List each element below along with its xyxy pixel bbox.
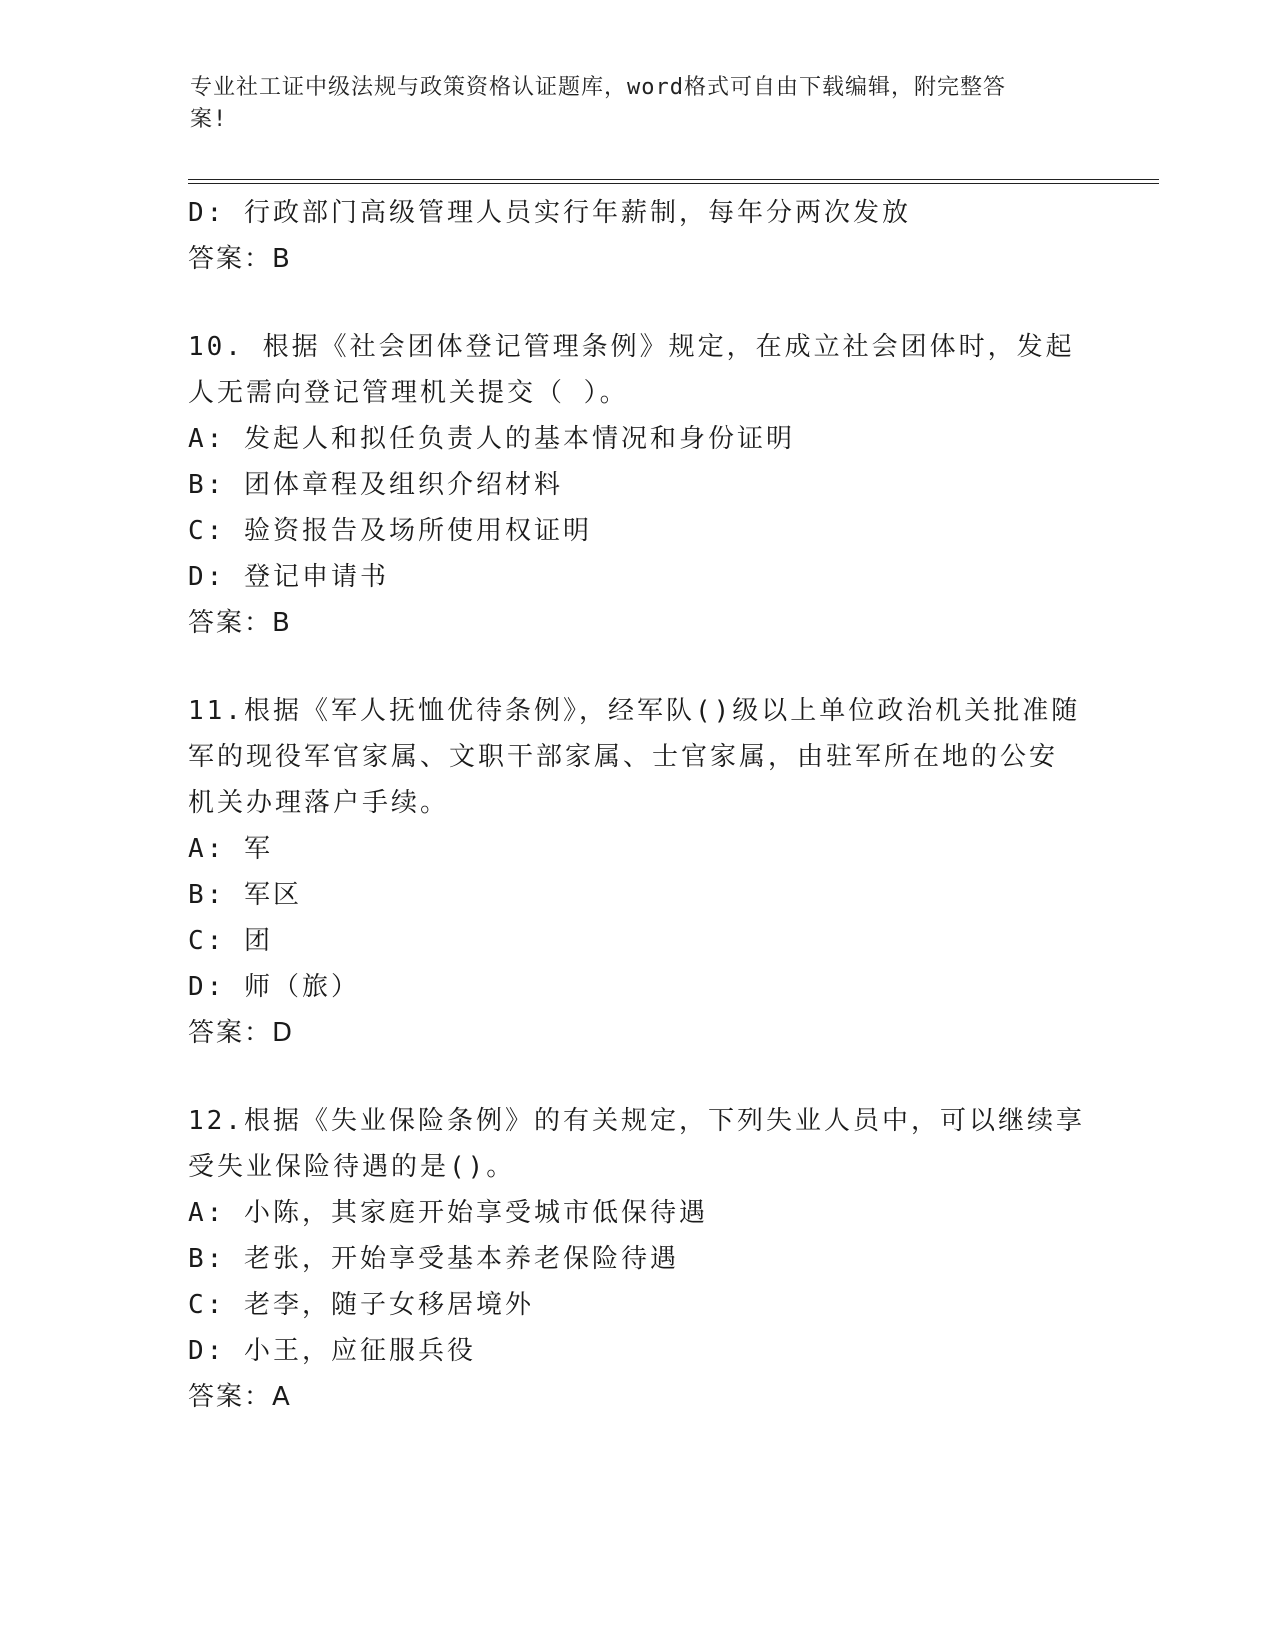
question-text-line: 11.根据《军人抚恤优待条例》，经军队()级以上单位政治机关批准随: [188, 696, 1081, 726]
option-b: B: 军区: [188, 880, 302, 910]
header-title-line-1: 专业社工证中级法规与政策资格认证题库，word格式可自由下载编辑，附完整答: [190, 75, 1006, 100]
question-text-line: 军的现役军官家属、文职干部家属、士官家属，由驻军所在地的公安: [188, 742, 1059, 772]
question-text-line: 人无需向登记管理机关提交（ ）。: [188, 378, 629, 408]
question-text-line: 12.根据《失业保险条例》的有关规定，下列失业人员中，可以继续享: [188, 1106, 1085, 1136]
question-11: [188, 688, 1088, 1056]
option-c: C: 验资报告及场所使用权证明: [188, 516, 592, 546]
document-body: [188, 190, 1088, 1420]
question-10: [188, 324, 1088, 646]
answer-line: 答案：A: [188, 1382, 292, 1412]
option-d: D: 师（旅）: [188, 972, 360, 1002]
option-c: C: 团: [188, 926, 273, 956]
header-title-line-2: 案!: [190, 107, 228, 132]
option-d: D: 行政部门高级管理人员实行年薪制，每年分两次发放: [188, 198, 911, 228]
option-c: C: 老李，随子女移居境外: [188, 1290, 534, 1320]
answer-line: 答案：D: [188, 1018, 295, 1048]
answer-line: 答案：B: [188, 244, 292, 274]
question-text-line: 机关办理落户手续。: [188, 788, 450, 818]
previous-question-tail: [188, 190, 1088, 282]
option-a: A: 小陈，其家庭开始享受城市低保待遇: [188, 1198, 708, 1228]
header-double-rule: [188, 179, 1159, 184]
option-d: D: 小王，应征服兵役: [188, 1336, 476, 1366]
question-12: [188, 1098, 1088, 1420]
option-d: D: 登记申请书: [188, 562, 389, 592]
option-b: B: 团体章程及组织介绍材料: [188, 470, 563, 500]
option-a: A: 发起人和拟任负责人的基本情况和身份证明: [188, 424, 795, 454]
question-text-line: 10. 根据《社会团体登记管理条例》规定，在成立社会团体时，发起: [188, 332, 1075, 362]
option-a: A: 军: [188, 834, 273, 864]
page-header: [190, 72, 1090, 136]
option-b: B: 老张，开始享受基本养老保险待遇: [188, 1244, 679, 1274]
answer-line: 答案：B: [188, 608, 292, 638]
question-text-line: 受失业保险待遇的是()。: [188, 1152, 516, 1182]
